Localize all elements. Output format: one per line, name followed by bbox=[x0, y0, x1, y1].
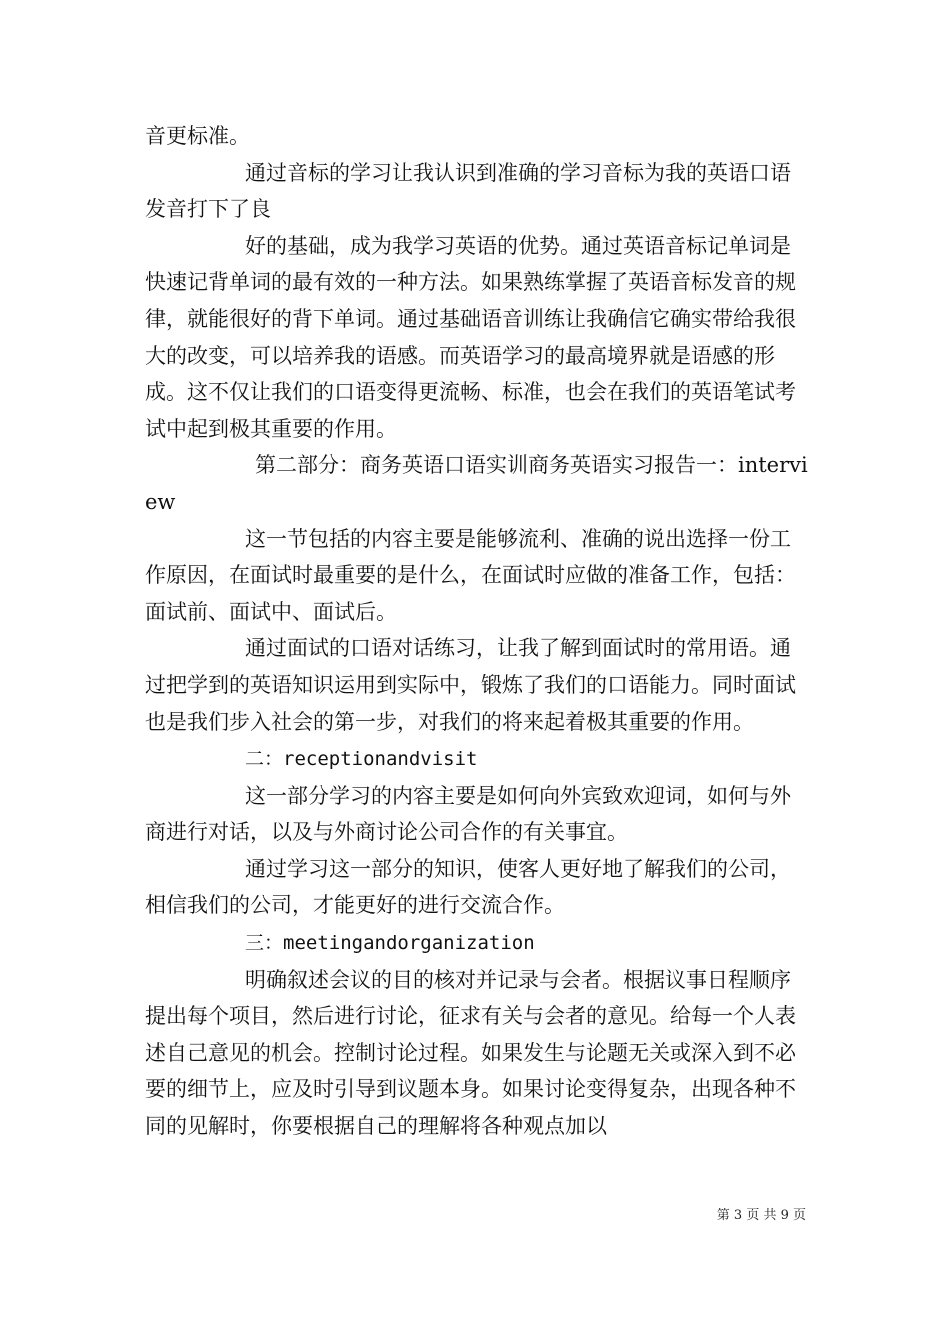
subheading-reception-visit-text: 二：receptionandvisit bbox=[245, 748, 478, 771]
paragraph-reception-learning: 通过学习这一部分的知识，使客人更好地了解我们的公司，相信我们的公司，才能更好的进行交流合作。 bbox=[145, 856, 791, 918]
paragraph-phonetics-benefits: 好的基础，成为我学习英语的优势。通过英语音标记单词是快速记背单词的最有效的一种方法。如果熟练掌握了英语音标发音的规律，就能很好的背下单词。通过基础语音训练让我确信它确实带给我很大的改变，可以培养我的语感。而英语学习的最高境界就是语感的形成。这不仅让我们的口语变得更流畅、标准，也会在我们的英语笔试考试中起到极其重要的作用。 bbox=[145, 233, 796, 441]
page-number-footer: 第 3 页 共 9 页 bbox=[716, 1208, 806, 1223]
paragraph-continuation: 音更标准。 bbox=[145, 124, 250, 148]
document-body bbox=[145, 118, 810, 1145]
paragraph-meeting-content: 明确叙述会议的目的核对并记录与会者。根据议事日程顺序提出每个项目，然后进行讨论，征求有关与会者的意见。给每一个人表述自己意见的机会。控制讨论过程。如果发生与论题无关或深入到不必要的细节上，应及时引导到议题本身。如果讨论变得复杂，出现各种不同的见解时，你要根据自己的理解将各种观点加以 bbox=[145, 967, 796, 1139]
subheading-reception-visit bbox=[145, 740, 810, 778]
paragraph-interview-content: 这一节包括的内容主要是能够流利、准确的说出选择一份工作原因，在面试时最重要的是什么，在面试时应做的准备工作，包括：面试前、面试中、面试后。 bbox=[145, 526, 796, 624]
section-heading-part-two: 第二部分：商务英语口语实训商务英语实习报告一：interview bbox=[145, 453, 808, 514]
subheading-meeting-organization-text: 三：meetingandorganization bbox=[245, 932, 535, 955]
subheading-meeting-organization bbox=[145, 924, 810, 962]
paragraph-interview-practice: 通过面试的口语对话练习，让我了解到面试时的常用语。通过把学到的英语知识运用到实际中，锻炼了我们的口语能力。同时面试也是我们步入社会的第一步，对我们的将来起着极其重要的作用。 bbox=[145, 636, 796, 734]
paragraph-reception-content: 这一部分学习的内容主要是如何向外宾致欢迎词，如何与外商进行对话，以及与外商讨论公司合作的有关事宜。 bbox=[145, 783, 791, 845]
paragraph-phonetics-foundation: 通过音标的学习让我认识到准确的学习音标为我的英语口语发音打下了良 bbox=[145, 160, 791, 222]
